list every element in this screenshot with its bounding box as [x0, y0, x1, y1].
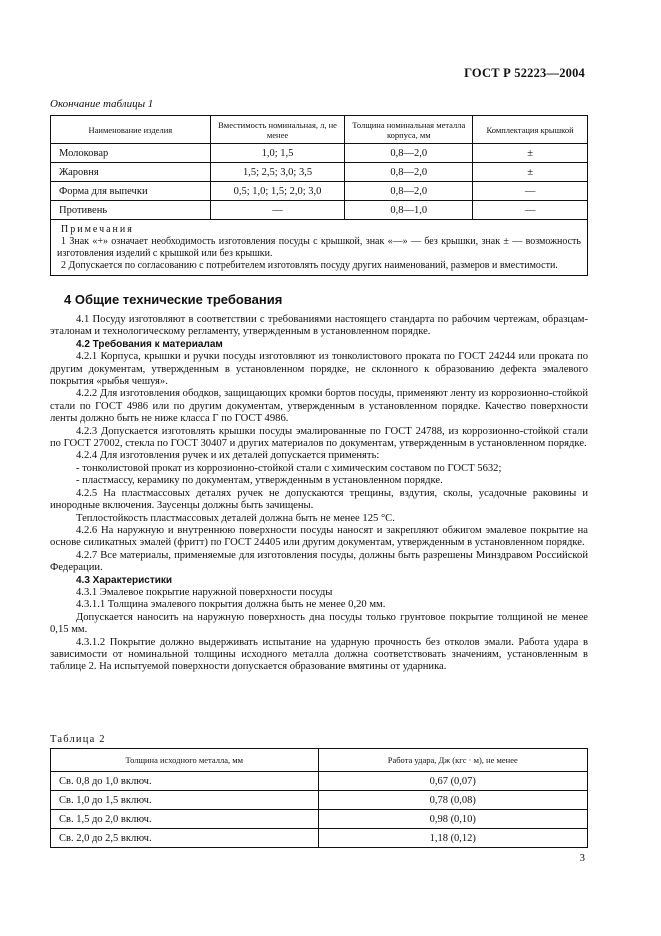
section-title: 4 Общие технические требования: [64, 292, 283, 307]
table-cell: 0,5; 1,0; 1,5; 2,0; 3,0: [210, 182, 345, 201]
table-cell: Св. 2,0 до 2,5 включ.: [51, 829, 319, 848]
table-cell: ±: [473, 144, 588, 163]
table-1: [50, 115, 588, 276]
paragraph: 4.2.3 Допускается изготовлять крышки посуды эмалированные по ГОСТ 24788, из коррозионно-стойкой стали по ГОСТ 27002, стекла по ГОСТ 30407 и других материалов по документам, утвержденным в установленном порядке.: [50, 425, 588, 450]
table-cell: Молоковар: [51, 144, 211, 163]
paragraph: 4.2.5 На пластмассовых деталях ручек не допускаются трещины, вздутия, сколы, усадочные раковины и инородные включения. Заусенцы должны быть зачищены.: [50, 487, 588, 512]
table-cell: —: [473, 182, 588, 201]
note-1: 1 Знак «+» означает необходимость изготовления посуды с крышкой, знак «—» — без крышки, знак ± — возможность изготовления изделий с крышкой или без крышки.: [57, 236, 581, 259]
paragraph: 4.3.1.2 Покрытие должно выдерживать испытание на ударную прочность без отколов эмали. Работа удара в зависимости от номинальной толщины исходного металла должна соответствовать значениям, установленным в таблице 2. На испытуемой поверхности допускается образование вмятины от ударника.: [50, 636, 588, 673]
table-cell: —: [473, 201, 588, 220]
table-cell: Форма для выпечки: [51, 182, 211, 201]
table-cell: 0,8—2,0: [345, 163, 473, 182]
paragraph: 4.2.6 На наружную и внутреннюю поверхности посуды наносят и закрепляют обжигом эмалевое покрытие на основе силикатных эмалей (фритт) по ГОСТ 24405 или другим документам, утвержденным в установленном порядке.: [50, 524, 588, 549]
table-cell: —: [210, 201, 345, 220]
paragraph: 4.1 Посуду изготовляют в соответствии с требованиями настоящего стандарта по рабочим чертежам, образцам-эталонам и технологическому регламенту, утвержденным в установленном порядке.: [50, 314, 588, 338]
subsection-heading: 4.3 Характеристики: [76, 574, 173, 586]
table-cell: ±: [473, 163, 588, 182]
table-2: [50, 748, 588, 848]
table-row: [51, 182, 588, 201]
subsection-heading: 4.2 Требования к материалам: [76, 338, 223, 350]
table-cell: Жаровня: [51, 163, 211, 182]
paragraph: 4.3.1 Эмалевое покрытие наружной поверхности посуды: [76, 586, 333, 598]
notes-title: Примечания: [61, 224, 134, 235]
paragraph: Теплостойкость пластмассовых деталей должна быть не менее 125 °С.: [76, 512, 395, 524]
table1-notes: [51, 220, 588, 276]
table-row: [51, 791, 588, 810]
table1-col-name: Наименование изделия: [51, 116, 211, 144]
table-row: [51, 144, 588, 163]
paragraph: 4.2.7 Все материалы, применяемые для изготовления посуды, должны быть разрешены Минздравом Российской Федерации.: [50, 549, 588, 574]
table-row: [51, 163, 588, 182]
table-row: [51, 829, 588, 848]
table1-col-thickness: Толщина номинальная металла корпуса, мм: [345, 116, 473, 144]
table-cell: 1,18 (0,12): [318, 829, 588, 848]
table-cell: 0,8—1,0: [345, 201, 473, 220]
table-row: [51, 201, 588, 220]
page-number: 3: [579, 852, 585, 864]
table-row: [51, 772, 588, 791]
paragraph: 4.2.1 Корпуса, крышки и ручки посуды изготовляют из тонколистового проката по ГОСТ 24244 или проката по другим документам, утвержденным в установленном порядке, не склонного к образованию дефекта эмалевого покрытия «рыбья чешуя».: [50, 351, 588, 388]
page-header: ГОСТ Р 52223—2004: [464, 66, 585, 80]
table-cell: 0,8—2,0: [345, 144, 473, 163]
paragraph: - пластмассу, керамику по документам, утвержденным в установленном порядке.: [76, 475, 443, 487]
table-cell: 1,0; 1,5: [210, 144, 345, 163]
paragraph: 4.2.4 Для изготовления ручек и их деталей допускается применять:: [76, 450, 380, 462]
table-cell: 0,78 (0,08): [318, 791, 588, 810]
table1-col-capacity: Вместимость номинальная, л, не менее: [210, 116, 345, 144]
table2-col-impact: Работа удара, Дж (кгс · м), не менее: [318, 749, 588, 772]
table1-col-lid: Комплектация крышкой: [473, 116, 588, 144]
table-cell: 0,67 (0,07): [318, 772, 588, 791]
table-cell: Св. 0,8 до 1,0 включ.: [51, 772, 319, 791]
paragraph: - тонколистовой прокат из коррозионно-стойкой стали с химическим составом по ГОСТ 5632;: [76, 462, 502, 474]
table-row: [51, 810, 588, 829]
table-cell: 0,98 (0,10): [318, 810, 588, 829]
table1-caption: Окончание таблицы 1: [50, 98, 154, 110]
table-cell: Св. 1,5 до 2,0 включ.: [51, 810, 319, 829]
table2-header-row: [51, 749, 588, 772]
table-cell: Противень: [51, 201, 211, 220]
body-text: [50, 314, 588, 674]
table-cell: 1,5; 2,5; 3,0; 3,5: [210, 163, 345, 182]
table2-caption: Таблица 2: [50, 734, 106, 745]
paragraph: Допускается наносить на наружную поверхность дна посуды только грунтовое покрытие толщиной не менее 0,15 мм.: [50, 611, 588, 636]
note-2: 2 Допускается по согласованию с потребителем изготовлять посуду других наименований, размеров и вместимости.: [61, 260, 558, 271]
table2-col-thickness: Толщина исходного металла, мм: [51, 749, 319, 772]
paragraph: 4.2.2 Для изготовления ободков, защищающих кромки бортов посуды, применяют ленту из коррозионно-стойкой стали по ГОСТ 4986 или по другим документам, утвержденным в установленном порядке. Качество поверхности ленты должно быть не ниже класса Г по ГОСТ 4986.: [50, 388, 588, 425]
table-cell: Св. 1,0 до 1,5 включ.: [51, 791, 319, 810]
table1-notes-row: [51, 220, 588, 276]
table1-header-row: [51, 116, 588, 144]
table-cell: 0,8—2,0: [345, 182, 473, 201]
paragraph: 4.3.1.1 Толщина эмалевого покрытия должна быть не менее 0,20 мм.: [76, 599, 386, 611]
